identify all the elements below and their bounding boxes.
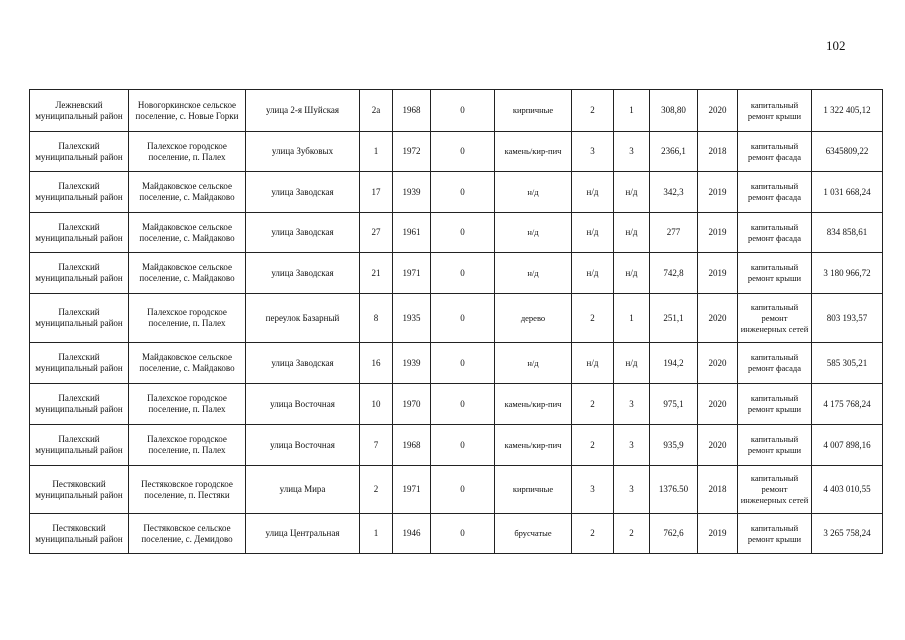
- floors-cell: н/д: [572, 172, 614, 213]
- wall-material-cell: кирпичные: [495, 90, 572, 132]
- wall-material-cell: н/д: [495, 172, 572, 213]
- district-cell: Лежневский муниципальный район: [30, 90, 129, 132]
- build-year-cell: 1939: [393, 172, 431, 213]
- area-cell: 308,80: [650, 90, 698, 132]
- house-number-cell: 1: [360, 514, 393, 554]
- area-cell: 342,3: [650, 172, 698, 213]
- column-9-cell: 3: [614, 384, 650, 425]
- street-cell: улица Восточная: [246, 384, 360, 425]
- work-type-cell: капитальный ремонт инженерных сетей: [738, 466, 812, 514]
- cost-cell: 3 265 758,24: [812, 514, 883, 554]
- district-cell: Палехский муниципальный район: [30, 384, 129, 425]
- wall-material-cell: кирпичные: [495, 466, 572, 514]
- house-number-cell: 10: [360, 384, 393, 425]
- build-year-cell: 1939: [393, 343, 431, 384]
- floors-cell: 2: [572, 514, 614, 554]
- column-9-cell: 3: [614, 466, 650, 514]
- settlement-cell: Майдаковское сельское поселение, с. Майдаково: [129, 253, 246, 294]
- wall-material-cell: н/д: [495, 253, 572, 294]
- house-number-cell: 21: [360, 253, 393, 294]
- floors-cell: 3: [572, 132, 614, 172]
- table-row: [30, 425, 883, 466]
- work-type-cell: капитальный ремонт крыши: [738, 90, 812, 132]
- area-cell: 194,2: [650, 343, 698, 384]
- work-type-cell: капитальный ремонт фасада: [738, 343, 812, 384]
- house-number-cell: 2: [360, 466, 393, 514]
- district-cell: Палехский муниципальный район: [30, 253, 129, 294]
- street-cell: улица Центральная: [246, 514, 360, 554]
- floors-cell: н/д: [572, 343, 614, 384]
- column-9-cell: 2: [614, 514, 650, 554]
- district-cell: Палехский муниципальный район: [30, 213, 129, 253]
- wall-material-cell: камень/кир-пич: [495, 425, 572, 466]
- wall-material-cell: камень/кир-пич: [495, 384, 572, 425]
- build-year-cell: 1971: [393, 466, 431, 514]
- area-cell: 975,1: [650, 384, 698, 425]
- floors-cell: 3: [572, 466, 614, 514]
- house-number-cell: 7: [360, 425, 393, 466]
- build-year-cell: 1970: [393, 384, 431, 425]
- settlement-cell: Палехское городское поселение, п. Палех: [129, 425, 246, 466]
- cost-cell: 6345809,22: [812, 132, 883, 172]
- work-year-cell: 2020: [698, 384, 738, 425]
- area-cell: 762,6: [650, 514, 698, 554]
- house-number-cell: 1: [360, 132, 393, 172]
- settlement-cell: Пестяковское сельское поселение, с. Демидово: [129, 514, 246, 554]
- column-9-cell: н/д: [614, 213, 650, 253]
- district-cell: Палехский муниципальный район: [30, 172, 129, 213]
- column-9-cell: 1: [614, 294, 650, 343]
- district-cell: Палехский муниципальный район: [30, 132, 129, 172]
- column-6-cell: 0: [431, 343, 495, 384]
- cost-cell: 1 322 405,12: [812, 90, 883, 132]
- table-row: [30, 172, 883, 213]
- column-6-cell: 0: [431, 514, 495, 554]
- settlement-cell: Новогоркинское сельское поселение, с. Новые Горки: [129, 90, 246, 132]
- build-year-cell: 1946: [393, 514, 431, 554]
- cost-cell: 3 180 966,72: [812, 253, 883, 294]
- district-cell: Палехский муниципальный район: [30, 343, 129, 384]
- column-9-cell: н/д: [614, 343, 650, 384]
- cost-cell: 585 305,21: [812, 343, 883, 384]
- build-year-cell: 1968: [393, 90, 431, 132]
- column-6-cell: 0: [431, 294, 495, 343]
- table-row: [30, 253, 883, 294]
- settlement-cell: Майдаковское сельское поселение, с. Майдаково: [129, 213, 246, 253]
- cost-cell: 834 858,61: [812, 213, 883, 253]
- street-cell: улица Заводская: [246, 253, 360, 294]
- area-cell: 251,1: [650, 294, 698, 343]
- wall-material-cell: н/д: [495, 213, 572, 253]
- settlement-cell: Пестяковское городское поселение, п. Пестяки: [129, 466, 246, 514]
- wall-material-cell: дерево: [495, 294, 572, 343]
- settlement-cell: Майдаковское сельское поселение, с. Майдаково: [129, 343, 246, 384]
- work-type-cell: капитальный ремонт фасада: [738, 132, 812, 172]
- settlement-cell: Палехское городское поселение, п. Палех: [129, 132, 246, 172]
- cost-cell: 4 007 898,16: [812, 425, 883, 466]
- house-number-cell: 16: [360, 343, 393, 384]
- work-type-cell: капитальный ремонт фасада: [738, 172, 812, 213]
- wall-material-cell: н/д: [495, 343, 572, 384]
- settlement-cell: Майдаковское сельское поселение, с. Майдаково: [129, 172, 246, 213]
- area-cell: 1376.50: [650, 466, 698, 514]
- table-row: [30, 514, 883, 554]
- work-type-cell: капитальный ремонт крыши: [738, 425, 812, 466]
- wall-material-cell: камень/кир-пич: [495, 132, 572, 172]
- settlement-cell: Палехское городское поселение, п. Палех: [129, 384, 246, 425]
- area-cell: 2366,1: [650, 132, 698, 172]
- cost-cell: 803 193,57: [812, 294, 883, 343]
- cost-cell: 4 403 010,55: [812, 466, 883, 514]
- work-year-cell: 2019: [698, 253, 738, 294]
- build-year-cell: 1935: [393, 294, 431, 343]
- column-6-cell: 0: [431, 384, 495, 425]
- work-year-cell: 2020: [698, 425, 738, 466]
- build-year-cell: 1972: [393, 132, 431, 172]
- district-cell: Пестяковский муниципальный район: [30, 466, 129, 514]
- floors-cell: н/д: [572, 213, 614, 253]
- work-type-cell: капитальный ремонт инженерных сетей: [738, 294, 812, 343]
- work-type-cell: капитальный ремонт крыши: [738, 384, 812, 425]
- street-cell: улица Заводская: [246, 172, 360, 213]
- column-9-cell: н/д: [614, 172, 650, 213]
- column-6-cell: 0: [431, 132, 495, 172]
- column-6-cell: 0: [431, 213, 495, 253]
- floors-cell: 2: [572, 425, 614, 466]
- column-6-cell: 0: [431, 90, 495, 132]
- street-cell: улица Восточная: [246, 425, 360, 466]
- floors-cell: н/д: [572, 253, 614, 294]
- column-9-cell: н/д: [614, 253, 650, 294]
- settlement-cell: Палехское городское поселение, п. Палех: [129, 294, 246, 343]
- work-year-cell: 2019: [698, 172, 738, 213]
- column-9-cell: 3: [614, 425, 650, 466]
- area-cell: 277: [650, 213, 698, 253]
- street-cell: улица 2-я Шуйская: [246, 90, 360, 132]
- column-9-cell: 3: [614, 132, 650, 172]
- column-6-cell: 0: [431, 466, 495, 514]
- house-number-cell: 27: [360, 213, 393, 253]
- area-cell: 935,9: [650, 425, 698, 466]
- work-year-cell: 2018: [698, 466, 738, 514]
- build-year-cell: 1971: [393, 253, 431, 294]
- work-type-cell: капитальный ремонт крыши: [738, 514, 812, 554]
- district-cell: Палехский муниципальный район: [30, 294, 129, 343]
- table-row: [30, 384, 883, 425]
- column-6-cell: 0: [431, 253, 495, 294]
- column-6-cell: 0: [431, 425, 495, 466]
- work-type-cell: капитальный ремонт крыши: [738, 253, 812, 294]
- housing-repair-table: [29, 89, 883, 554]
- build-year-cell: 1961: [393, 213, 431, 253]
- wall-material-cell: брусчатые: [495, 514, 572, 554]
- table-row: [30, 343, 883, 384]
- build-year-cell: 1968: [393, 425, 431, 466]
- work-year-cell: 2018: [698, 132, 738, 172]
- work-year-cell: 2020: [698, 294, 738, 343]
- area-cell: 742,8: [650, 253, 698, 294]
- cost-cell: 4 175 768,24: [812, 384, 883, 425]
- work-type-cell: капитальный ремонт фасада: [738, 213, 812, 253]
- house-number-cell: 8: [360, 294, 393, 343]
- table-row: [30, 132, 883, 172]
- district-cell: Палехский муниципальный район: [30, 425, 129, 466]
- column-6-cell: 0: [431, 172, 495, 213]
- table-row: [30, 466, 883, 514]
- street-cell: улица Мира: [246, 466, 360, 514]
- house-number-cell: 17: [360, 172, 393, 213]
- table-row: [30, 294, 883, 343]
- work-year-cell: 2019: [698, 213, 738, 253]
- street-cell: улица Заводская: [246, 343, 360, 384]
- floors-cell: 2: [572, 384, 614, 425]
- table-row: [30, 213, 883, 253]
- house-number-cell: 2а: [360, 90, 393, 132]
- page-number: 102: [826, 38, 846, 53]
- cost-cell: 1 031 668,24: [812, 172, 883, 213]
- work-year-cell: 2020: [698, 343, 738, 384]
- table-row: [30, 90, 883, 132]
- street-cell: переулок Базарный: [246, 294, 360, 343]
- column-9-cell: 1: [614, 90, 650, 132]
- street-cell: улица Заводская: [246, 213, 360, 253]
- floors-cell: 2: [572, 294, 614, 343]
- work-year-cell: 2020: [698, 90, 738, 132]
- work-year-cell: 2019: [698, 514, 738, 554]
- street-cell: улица Зубковых: [246, 132, 360, 172]
- floors-cell: 2: [572, 90, 614, 132]
- district-cell: Пестяковский муниципальный район: [30, 514, 129, 554]
